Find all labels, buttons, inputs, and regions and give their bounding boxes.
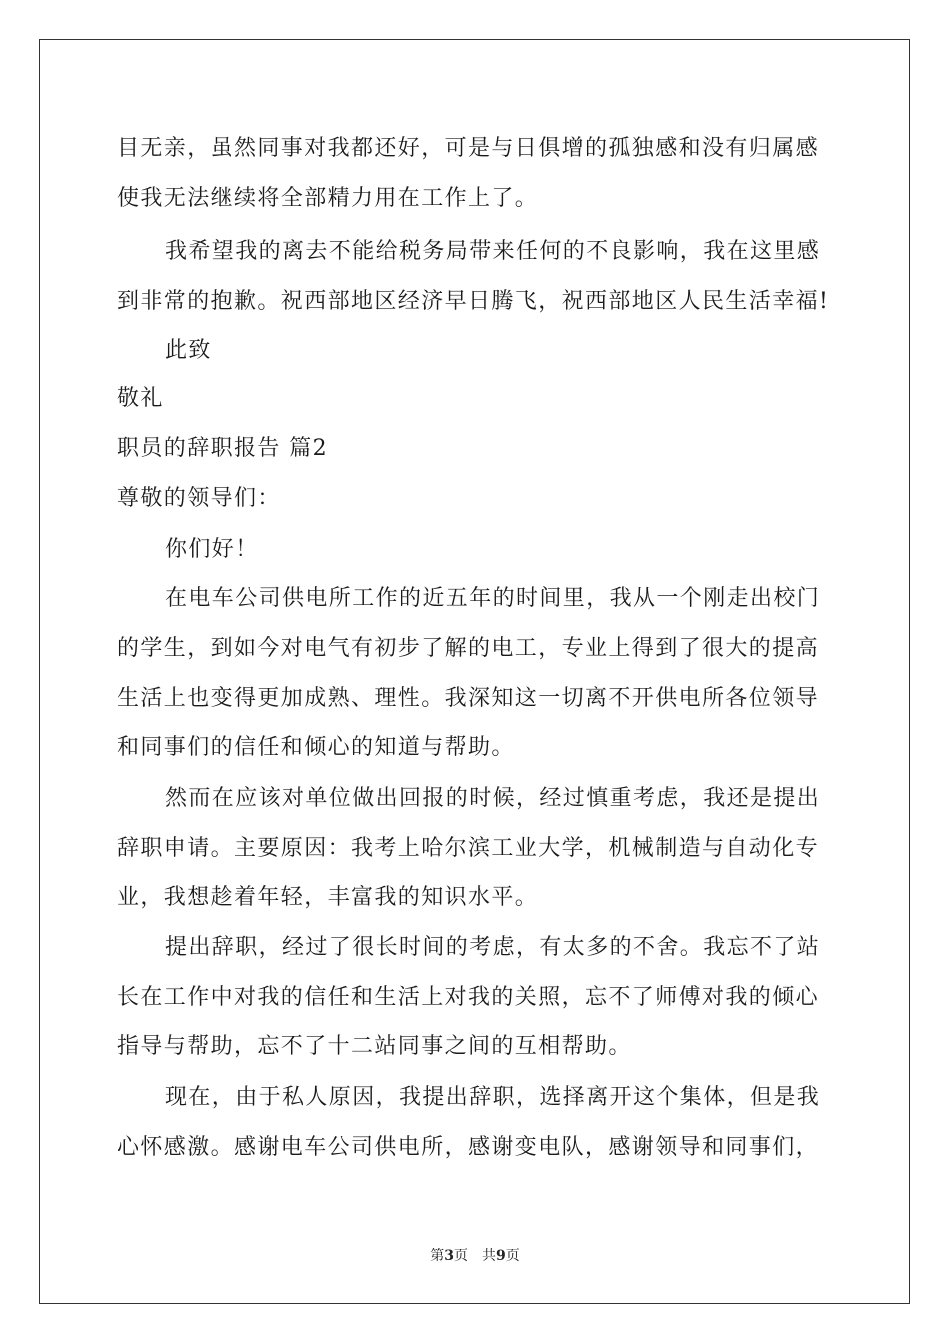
text-line: 辞职申请。主要原因：我考上哈尔滨工业大学，机械制造与自动化专 bbox=[117, 836, 820, 861]
closing-phrase: 此致 bbox=[165, 338, 212, 363]
text-line: 长在工作中对我的信任和生活上对我的关照，忘不了师傅对我的倾心 bbox=[117, 985, 820, 1010]
text-line: 使我无法继续将全部精力用在工作上了。 bbox=[117, 186, 539, 211]
text-line: 现在，由于私人原因，我提出辞职，选择离开这个集体，但是我 bbox=[165, 1085, 821, 1110]
text-line: 和同事们的信任和倾心的知道与帮助。 bbox=[117, 735, 515, 760]
text-line: 在电车公司供电所工作的近五年的时间里，我从一个刚走出校门 bbox=[165, 586, 821, 611]
text-line: 的学生，到如今对电气有初步了解的电工，专业上得到了很大的提高 bbox=[117, 636, 820, 661]
text-line: 提出辞职，经过了很长时间的考虑，有太多的不舍。我忘不了站 bbox=[165, 935, 821, 960]
text-line: 然而在应该对单位做出回报的时候，经过慎重考虑，我还是提出 bbox=[165, 786, 821, 811]
text-line: 生活上也变得更加成熟、理性。我深知这一切离不开供电所各位领导 bbox=[117, 686, 820, 711]
text-line: 心怀感激。感谢电车公司供电所，感谢变电队，感谢领导和同事们， bbox=[117, 1135, 820, 1160]
text-line: 我希望我的离去不能给税务局带来任何的不良影响，我在这里感 bbox=[165, 239, 821, 264]
page-number: 第3页 bbox=[430, 1248, 468, 1264]
text-line: 业，我想趁着年轻，丰富我的知识水平。 bbox=[117, 885, 539, 910]
text-line: 目无亲，虽然同事对我都还好，可是与日俱增的孤独感和没有归属感 bbox=[117, 136, 820, 161]
closing-salutation: 敬礼 bbox=[117, 386, 164, 411]
text-line: 指导与帮助，忘不了十二站同事之间的互相帮助。 bbox=[117, 1034, 632, 1059]
section-heading: 职员的辞职报告 篇2 bbox=[117, 436, 328, 461]
greeting-hello: 你们好！ bbox=[165, 537, 259, 562]
greeting: 尊敬的领导们： bbox=[117, 486, 281, 511]
page-total: 共9页 bbox=[482, 1248, 520, 1264]
page-border bbox=[39, 39, 910, 1304]
text-line: 到非常的抱歉。祝西部地区经济早日腾飞，祝西部地区人民生活幸福! bbox=[117, 289, 830, 314]
page-footer bbox=[0, 1247, 950, 1265]
